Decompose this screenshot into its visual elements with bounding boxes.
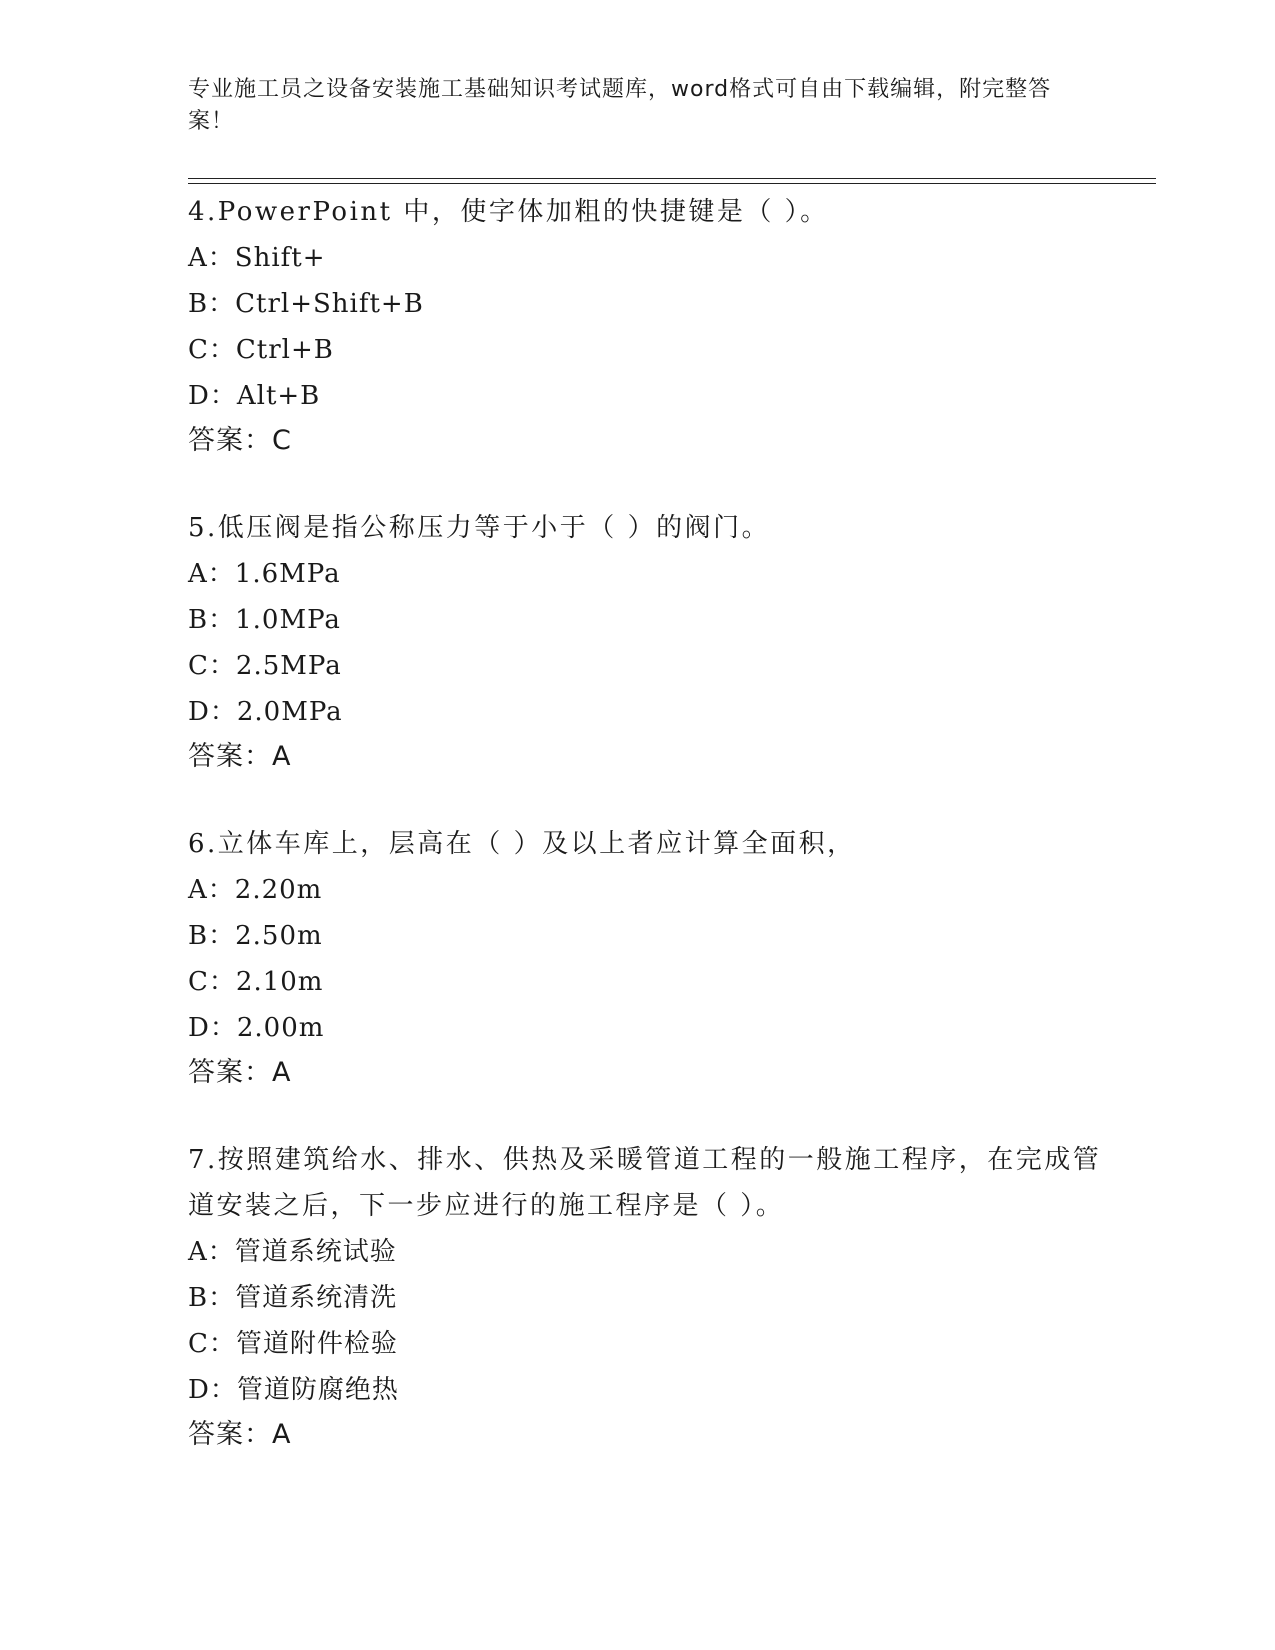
option-text: 管道防腐绝热 xyxy=(236,1375,399,1405)
question-list xyxy=(188,189,1118,1499)
option-b xyxy=(188,913,1118,959)
option-letter: D： xyxy=(188,1013,237,1043)
option-text: 2.00m xyxy=(236,1013,325,1043)
option-letter: A： xyxy=(188,1237,235,1267)
question-stem: 6.立体车库上，层高在（ ）及以上者应计算全面积， xyxy=(188,829,856,859)
answer-line: 答案：A xyxy=(188,1419,292,1450)
option-c xyxy=(188,643,1118,689)
answer-line: 答案：C xyxy=(188,425,292,456)
option-letter: B： xyxy=(188,605,236,635)
option-b xyxy=(188,281,1118,327)
option-text: Alt+B xyxy=(236,381,321,411)
option-a xyxy=(188,235,1118,281)
document-header: 专业施工员之设备安装施工基础知识考试题库，word格式可自由下载编辑，附完整答案！ xyxy=(188,77,1052,134)
option-a xyxy=(188,1229,1118,1275)
option-b xyxy=(188,1275,1118,1321)
option-d xyxy=(188,1367,1118,1413)
option-text: 1.0MPa xyxy=(235,605,341,635)
option-d xyxy=(188,1005,1118,1051)
option-letter: B： xyxy=(188,289,236,319)
option-text: 管道附件检验 xyxy=(235,1329,398,1359)
option-c xyxy=(188,327,1118,373)
option-text: Ctrl+B xyxy=(235,335,334,365)
option-letter: D： xyxy=(188,1375,237,1405)
header-divider-bottom xyxy=(188,183,1156,184)
option-letter: A： xyxy=(188,875,235,905)
option-d xyxy=(188,373,1118,419)
option-a xyxy=(188,867,1118,913)
question-stem: 4.PowerPoint 中，使字体加粗的快捷键是（ ）。 xyxy=(188,197,829,227)
option-letter: C： xyxy=(188,335,236,365)
answer-line: 答案：A xyxy=(188,741,292,772)
option-c xyxy=(188,959,1118,1005)
header-divider-top xyxy=(188,178,1156,179)
question-item xyxy=(188,821,1118,1095)
option-b xyxy=(188,597,1118,643)
option-text: Ctrl+Shift+B xyxy=(235,289,424,319)
question-stem: 7.按照建筑给水、排水、供热及采暖管道工程的一般施工程序，在完成管道安装之后，下一步应进行的施工程序是（ ）。 xyxy=(188,1145,1102,1221)
option-letter: B： xyxy=(188,1283,236,1313)
option-text: 2.50m xyxy=(235,921,323,951)
option-text: 2.0MPa xyxy=(236,697,343,727)
option-a xyxy=(188,551,1118,597)
answer-line: 答案：A xyxy=(188,1057,292,1088)
option-text: Shift+ xyxy=(234,243,326,273)
question-stem: 5.低压阀是指公称压力等于小于（ ）的阀门。 xyxy=(188,513,771,543)
question-item xyxy=(188,1137,1118,1457)
option-text: 2.5MPa xyxy=(235,651,342,681)
option-letter: C： xyxy=(188,1329,236,1359)
option-letter: A： xyxy=(188,559,235,589)
option-text: 管道系统清洗 xyxy=(235,1283,398,1313)
option-letter: B： xyxy=(188,921,236,951)
option-letter: C： xyxy=(188,967,236,997)
option-letter: D： xyxy=(188,381,237,411)
question-item xyxy=(188,505,1118,779)
option-letter: C： xyxy=(188,651,236,681)
question-item xyxy=(188,189,1118,463)
option-letter: D： xyxy=(188,697,237,727)
option-letter: A： xyxy=(188,243,235,273)
option-d xyxy=(188,689,1118,735)
option-text: 2.10m xyxy=(235,967,324,997)
option-c xyxy=(188,1321,1118,1367)
option-text: 2.20m xyxy=(234,875,323,905)
option-text: 1.6MPa xyxy=(234,559,341,589)
option-text: 管道系统试验 xyxy=(234,1237,397,1267)
